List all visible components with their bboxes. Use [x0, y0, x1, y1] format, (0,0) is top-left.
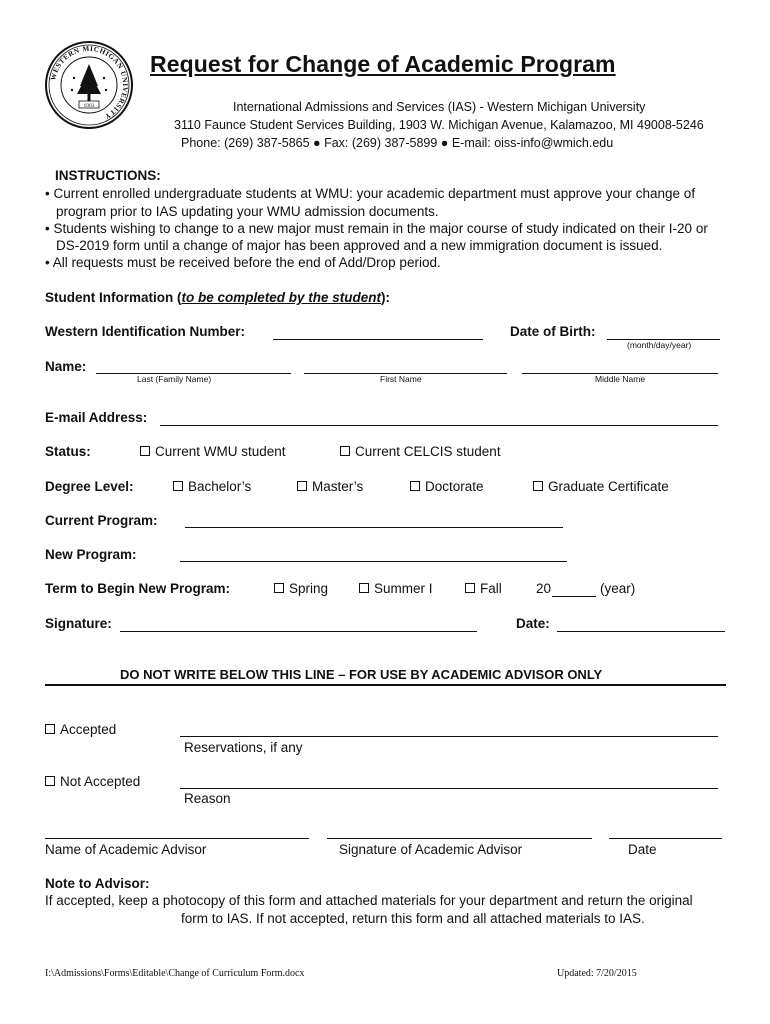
checkbox-icon[interactable]	[45, 776, 55, 786]
advisor-name-input[interactable]	[45, 838, 309, 839]
term-option-spring[interactable]: Spring	[274, 581, 328, 596]
advisor-signature-label: Signature of Academic Advisor	[339, 842, 523, 857]
current-program-label: Current Program:	[45, 513, 158, 528]
last-name-hint: Last (Family Name)	[137, 374, 212, 384]
status-option-celcis[interactable]: Current CELCIS student	[340, 444, 501, 459]
instruction-1b: program prior to IAS updating your WMU admission documents.	[56, 204, 439, 219]
footer-path: I:\Admissions\Forms\Editable\Change of Curriculum Form.docx	[45, 968, 305, 979]
checkbox-icon[interactable]	[533, 481, 543, 491]
instruction-2b: DS-2019 form until a change of major has been approved and a new immigration document is issued.	[56, 238, 663, 253]
header-line-2: 3110 Faunce Student Services Building, 1903 W. Michigan Avenue, Kalamazoo, MI 49008-5246	[174, 118, 704, 132]
email-input[interactable]	[160, 425, 718, 426]
reason-label: Reason	[184, 791, 231, 806]
email-label: E-mail Address:	[45, 410, 148, 425]
checkbox-icon[interactable]	[465, 583, 475, 593]
term-option-summer[interactable]: Summer I	[359, 581, 433, 596]
divider	[45, 684, 726, 686]
header-line-3: Phone: (269) 387-5865 ● Fax: (269) 387-5899 ● E-mail: oiss-info@wmich.edu	[181, 136, 614, 150]
checkbox-icon[interactable]	[274, 583, 284, 593]
degree-option-grad-cert[interactable]: Graduate Certificate	[533, 479, 669, 494]
middle-name-hint: Middle Name	[595, 374, 646, 384]
term-option-fall[interactable]: Fall	[465, 581, 502, 596]
page-title: Request for Change of Academic Program	[150, 51, 616, 77]
advisor-date-label: Date	[628, 842, 657, 857]
student-info-heading: Student Information (to be completed by the student):	[45, 290, 390, 305]
note-line-1: If accepted, keep a photocopy of this form and attached materials for your department and return the original	[45, 893, 693, 908]
status-label: Status:	[45, 444, 91, 459]
advisor-date-input[interactable]	[609, 838, 722, 839]
reservations-label: Reservations, if any	[184, 740, 303, 755]
accepted-option[interactable]: Accepted	[45, 722, 116, 737]
checkbox-icon[interactable]	[359, 583, 369, 593]
year-prefix: 20	[536, 581, 552, 596]
degree-label: Degree Level:	[45, 479, 134, 494]
date-label: Date:	[516, 616, 550, 631]
current-program-input[interactable]	[185, 527, 563, 528]
status-option-wmu[interactable]: Current WMU student	[140, 444, 286, 459]
checkbox-icon[interactable]	[410, 481, 420, 491]
first-name-hint: First Name	[380, 374, 422, 384]
checkbox-icon[interactable]	[140, 446, 150, 456]
checkbox-icon[interactable]	[340, 446, 350, 456]
dob-label: Date of Birth:	[510, 324, 596, 339]
footer-updated: Updated: 7/20/2015	[557, 968, 637, 979]
signature-input[interactable]	[120, 631, 477, 632]
name-label: Name:	[45, 359, 87, 374]
degree-option-bachelors[interactable]: Bachelor’s	[173, 479, 251, 494]
new-program-input[interactable]	[180, 561, 567, 562]
new-program-label: New Program:	[45, 547, 137, 562]
year-suffix: (year)	[600, 581, 636, 596]
university-seal	[44, 40, 134, 130]
advisor-banner: DO NOT WRITE BELOW THIS LINE – FOR USE BY ACADEMIC ADVISOR ONLY	[120, 667, 603, 682]
signature-label: Signature:	[45, 616, 112, 631]
note-line-2: form to IAS. If not accepted, return this form and all attached materials to IAS.	[181, 911, 645, 926]
advisor-signature-input[interactable]	[327, 838, 592, 839]
checkbox-icon[interactable]	[173, 481, 183, 491]
date-input[interactable]	[557, 631, 725, 632]
win-input[interactable]	[273, 339, 483, 340]
instructions-heading: INSTRUCTIONS:	[55, 168, 161, 183]
dob-hint: (month/day/year)	[627, 340, 692, 350]
header-line-1: International Admissions and Services (IAS) - Western Michigan University	[233, 100, 646, 114]
degree-option-masters[interactable]: Master’s	[297, 479, 363, 494]
checkbox-icon[interactable]	[45, 724, 55, 734]
instruction-2a: • Students wishing to change to a new major must remain in the major course of study indicated on their I-20 or	[45, 221, 708, 236]
reservations-input[interactable]	[180, 736, 718, 737]
seal-text: WESTERN MICHIGAN UNIVERSITY	[49, 44, 130, 121]
year-input[interactable]	[552, 596, 596, 597]
not-accepted-option[interactable]: Not Accepted	[45, 774, 140, 789]
win-label: Western Identification Number:	[45, 324, 246, 339]
term-label: Term to Begin New Program:	[45, 581, 231, 596]
instruction-3: • All requests must be received before the end of Add/Drop period.	[45, 255, 441, 270]
seal-year: 1903	[83, 103, 95, 109]
reason-input[interactable]	[180, 788, 718, 789]
checkbox-icon[interactable]	[297, 481, 307, 491]
advisor-name-label: Name of Academic Advisor	[45, 842, 207, 857]
instruction-1a: • Current enrolled undergraduate students at WMU: your academic department must approve your change of	[45, 186, 696, 201]
degree-option-doctorate[interactable]: Doctorate	[410, 479, 484, 494]
note-heading: Note to Advisor:	[45, 876, 150, 891]
